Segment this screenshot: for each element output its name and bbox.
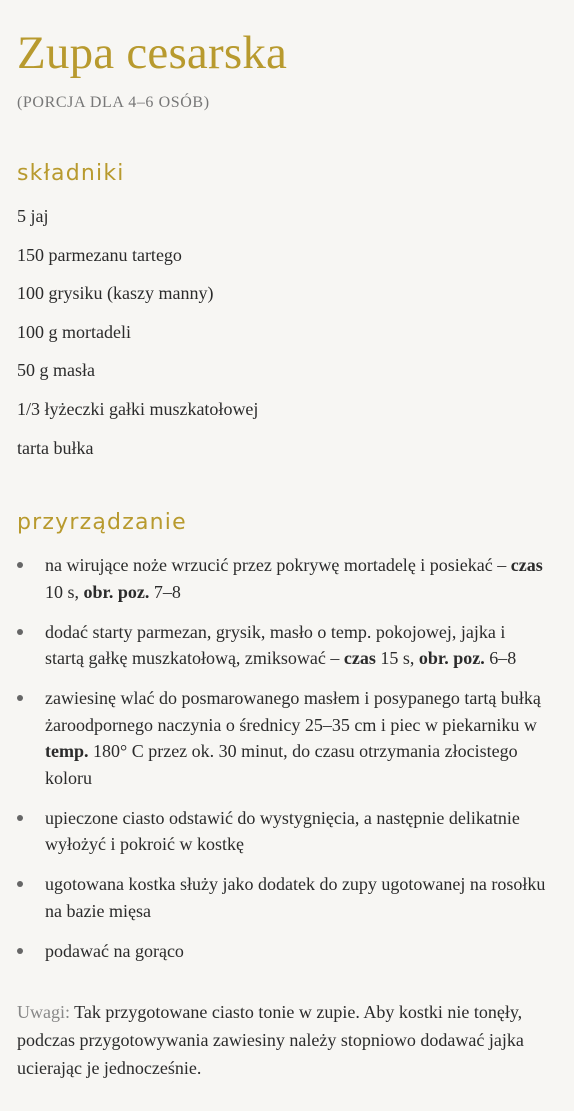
ingredients-list [17, 205, 258, 475]
servings-subtitle: (PORCJA DLA 4–6 OSÓB) [17, 94, 210, 111]
note-label: Uwagi: [17, 1002, 70, 1022]
preparation-step: na wirujące noże wrzucić przez pokrywę mortadelę i posiekać – czas 10 s, obr. poz. 7–8 [17, 552, 547, 605]
bullet-icon [17, 815, 23, 821]
preparation-step: dodać starty parmezan, grysik, masło o temp. pokojowej, jajka i startą gałkę muszkatołową, zmiksować – czas 15 s, obr. poz. 6–8 [17, 619, 547, 672]
ingredients-heading: składniki [17, 161, 125, 186]
bullet-icon [17, 881, 23, 887]
recipe-title: Zupa cesarska [17, 27, 288, 79]
note-text: Tak przygotowane ciasto tonie w zupie. Aby kostki nie tonęły, podczas przygotowywania zawiesiny należy stopniowo dodawać jajka ucierając je jednocześnie. [17, 1002, 524, 1078]
ingredient-item: 100 grysiku (kaszy manny) [17, 283, 214, 304]
ingredient-item: tarta bułka [17, 437, 94, 458]
preparation-step: podawać na gorąco [17, 938, 547, 965]
ingredient-item: 50 g masła [17, 360, 95, 381]
preparation-step: ugotowana kostka służy jako dodatek do zupy ugotowanej na rosołku na bazie mięsa [17, 871, 547, 924]
ingredient-item: 1/3 łyżeczki gałki muszkatołowej [17, 398, 259, 419]
preparation-step: upieczone ciasto odstawić do wystygnięcia, a następnie delikatnie wyłożyć i pokroić w kostkę [17, 805, 547, 858]
ingredient-item: 100 g mortadeli [17, 321, 131, 342]
preparation-heading: przyrządzanie [17, 510, 187, 535]
bullet-icon [17, 562, 23, 568]
ingredient-item: 5 jaj [17, 206, 49, 226]
bullet-icon [17, 695, 23, 701]
preparation-steps [17, 552, 547, 978]
recipe-note [17, 998, 557, 1082]
bullet-icon [17, 629, 23, 635]
bullet-icon [17, 948, 23, 954]
preparation-step: zawiesinę wlać do posmarowanego masłem i posypanego tartą bułką żaroodpornego naczynia o średnicy 25–35 cm i piec w piekarniku w temp. 180° C przez ok. 30 minut, do czasu otrzymania złocistego koloru [17, 685, 547, 791]
ingredient-item: 150 parmezanu tartego [17, 244, 182, 265]
